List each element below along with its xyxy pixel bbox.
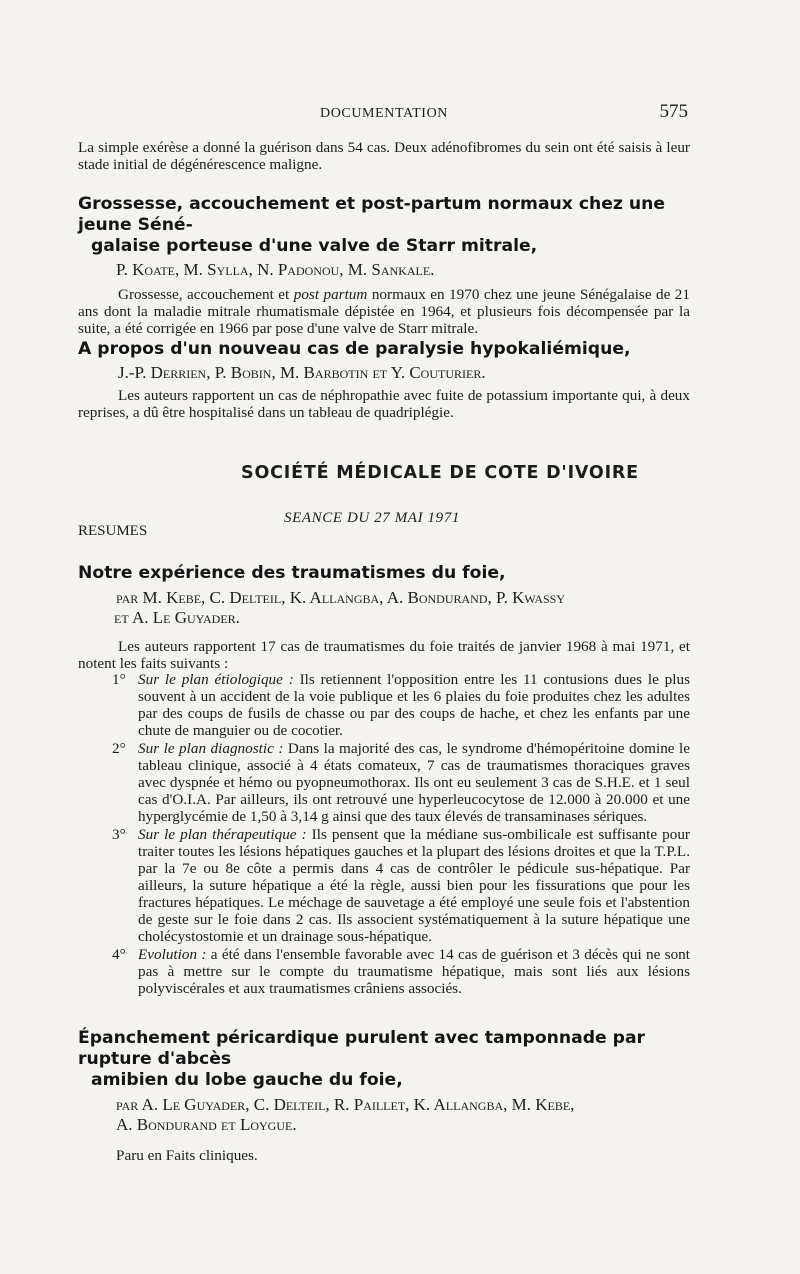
article-derrien [78,339,690,421]
item-text: Ils pensent que la médiane sus-ombilicale est suffisante pour traiter toutes les lésions hépatiques gauches et la plupart des lésions droites et que la T.P.L. par la 7e ou 8e côte a permis dans 4 cas de contrôler le pédicule sus-hépatique. Par ailleurs, la suture hépatique a été la règle, aussi bien pour les fissurations que pour les fractures hépatiques. Le méchage de sauvetage a été employé une seule fois et l'abstention de geste sur le foie dans 2 cas. Ils associent systématiquement à la suture hépatique une cholécystostomie et un drainage sous-hépatique. [138,826,690,945]
item-lead: Sur le plan étiologique : [138,671,294,688]
article-title: Notre expérience des traumatismes du foie, [78,563,506,583]
authors-line-2: A. Bondurand et Loygue. [116,1115,297,1134]
section-title: SOCIÉTÉ MÉDICALE DE COTE D'IVOIRE [241,463,639,483]
article-abstract [78,286,690,337]
item-text: a été dans l'ensemble favorable avec 14 cas de guérison et 3 décès qui ne sont pas à mettre sur le compte du traumatisme hépatique, mais sont liés aux lésions polyviscérales et aux traumatismes crâniens associés. [138,946,690,997]
authors-line-1: par M. Kebe, C. Delteil, K. Allangba, A. Bondurand, P. Kwassy [116,588,566,607]
article-title-line-2: amibien du lobe gauche du foie, [91,1070,403,1090]
item-number: 4° [112,946,126,963]
article-authors: P. Koate, M. Sylla, N. Padonou, M. Sankale. [116,260,435,279]
article-koate [78,194,690,337]
findings-list [112,671,690,998]
running-header [78,103,690,127]
article-authors [78,588,690,628]
resumes-label: RESUMES [78,523,148,539]
article-kebe [78,563,690,672]
article-title [78,1028,718,1091]
article-authors [78,1095,718,1135]
article-title [78,194,690,257]
article-title-line-2: galaise porteuse d'une valve de Starr mitrale, [91,236,538,256]
item-number: 2° [112,740,126,757]
article-authors: J.-P. Derrien, P. Bobin, M. Barbotin et Y. Couturier. [118,363,486,382]
article-le-guyader [78,1028,718,1164]
article-title-line-1: Grossesse, accouchement et post-partum normaux chez une jeune Séné- [78,194,666,235]
list-item [112,671,690,739]
abstract-italic: post partum [293,286,368,303]
article-intro: Les auteurs rapportent 17 cas de traumatismes du foie traités de janvier 1968 à mai 1971, et notent les faits suivants : [78,638,690,672]
running-title: DOCUMENTATION [319,106,448,121]
item-text: Ils retiennent l'opposition entre les 11 contusions dues le plus souvent à un accident de la voie publique et les 6 plaies du foie produites chez les adultes par des coups de fusils de chasse ou par des coups de hache, et chez les enfants par une chute de manguier ou de cocotier. [138,671,690,739]
item-lead: Evolution : [138,946,207,963]
abstract-text-start: Grossesse, accouchement et [118,286,294,303]
article-note: Paru en Faits cliniques. [116,1147,258,1164]
list-item [112,826,690,945]
item-text: Dans la majorité des cas, le syndrome d'hémopéritoine domine le tableau clinique, associé à 4 états comateux, 7 cas de traumatismes thoraciques graves avec dyspnée et hémo ou pyopneumothorax. Ils ont eu seulement 3 cas de S.H.E. et 1 seul cas d'O.I.A. Par ailleurs, ils ont retrouvé une hyperleucocytose de 12.000 à 20.000 et une hyperglycémie de 1,50 à 3,14 g ainsi que des taux élevés de transaminases sériques. [138,740,690,825]
item-lead: Sur le plan thérapeutique : [138,826,307,843]
item-number: 1° [112,671,126,688]
article-title: A propos d'un nouveau cas de paralysie hypokaliémique, [78,339,631,359]
article-title-line-1: Épanchement péricardique purulent avec tamponnade par rupture d'abcès [78,1028,646,1069]
article-abstract: Les auteurs rapportent un cas de néphropathie avec fuite de potassium importante qui, à deux reprises, a dû être hospitalisé dans un tableau de quadriplégie. [78,387,690,421]
intro-paragraph: La simple exérèse a donné la guérison dans 54 cas. Deux adénofibromes du sein ont été saisis à leur stade initial de dégénérescence maligne. [78,139,690,173]
authors-line-1: par A. Le Guyader, C. Delteil, R. Paillet, K. Allangba, M. Kebe, [116,1095,575,1114]
item-lead: Sur le plan diagnostic : [138,740,284,757]
page-number: 575 [659,101,688,122]
list-item [112,740,690,825]
session-date: SEANCE DU 27 MAI 1971 [284,510,460,526]
item-number: 3° [112,826,126,843]
list-item [112,946,690,997]
authors-line-2: et A. Le Guyader. [114,608,240,627]
abstract-text-end: normaux en 1970 chez une jeune Sénégalaise de 21 ans dont la maladie mitrale rhumatismale dépistée en 1964, et plusieurs fois décompensée par la suite, a été corrigée en 1966 par pose d'une valve de Starr mitrale. [78,286,690,337]
